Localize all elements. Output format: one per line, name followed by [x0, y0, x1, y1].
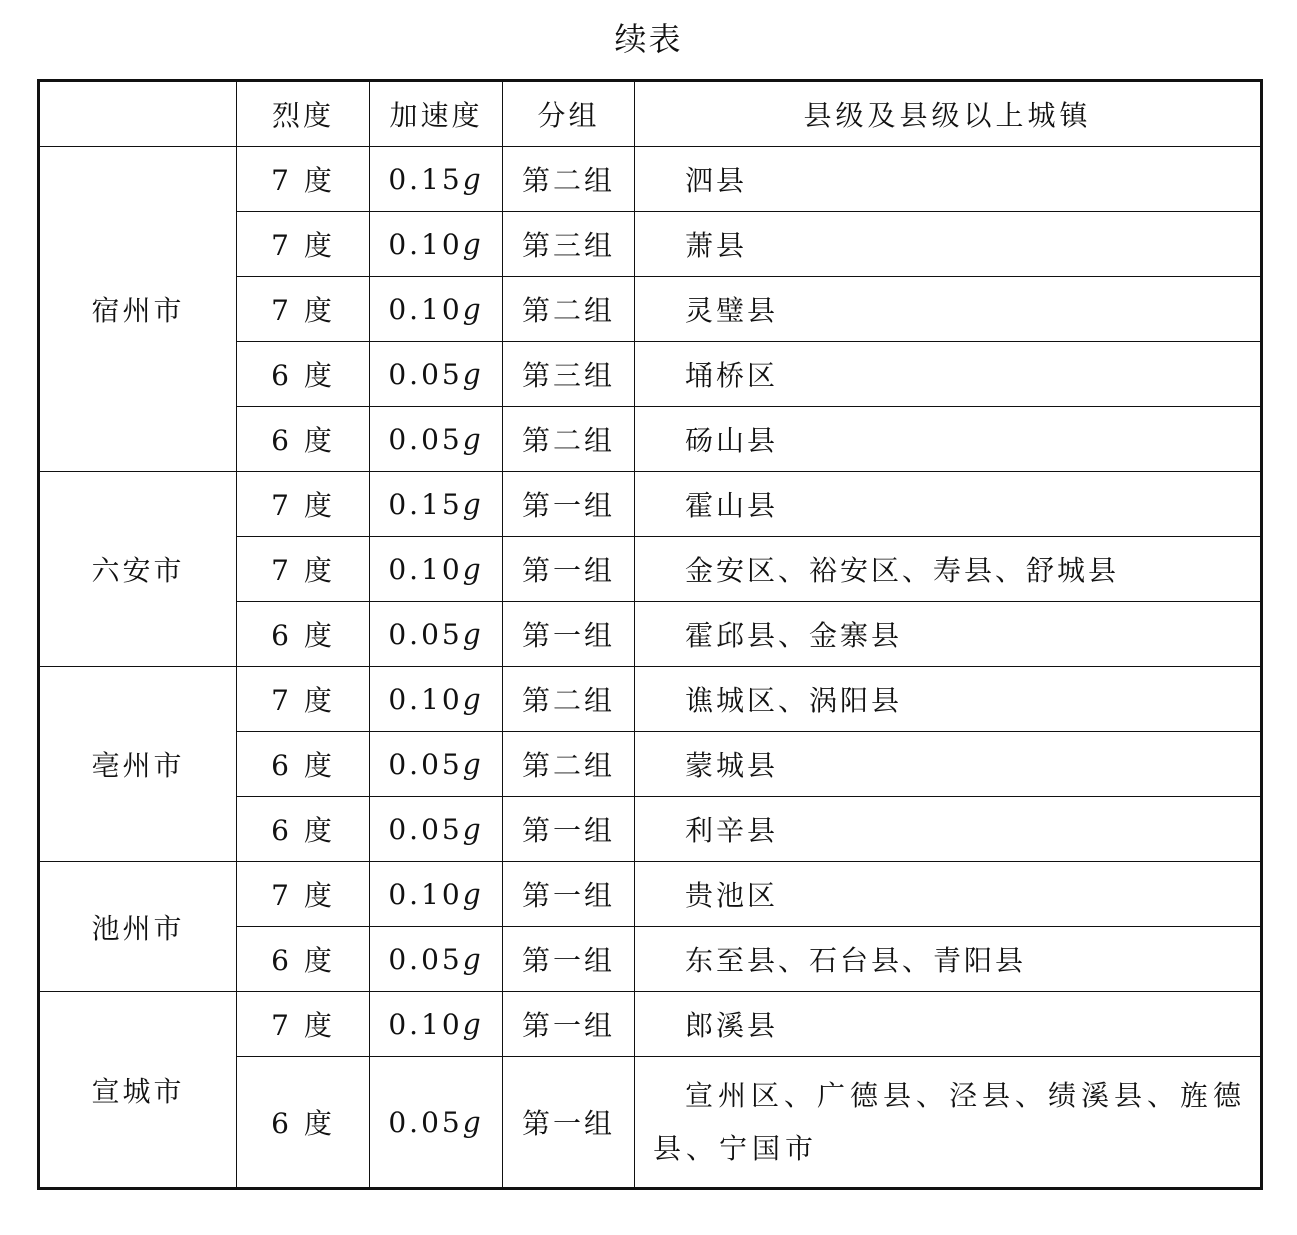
- acceleration-cell: [370, 472, 503, 537]
- intensity-cell: 7 度: [237, 277, 370, 342]
- towns-cell: 蒙城县: [635, 732, 1262, 797]
- seismic-zoning-table: [37, 79, 1263, 1190]
- towns-cell: 利辛县: [635, 797, 1262, 862]
- group-cell: 第一组: [503, 1057, 635, 1189]
- acceleration-unit: g: [462, 1007, 484, 1041]
- acceleration-unit: g: [462, 227, 484, 261]
- table-body: [39, 81, 1262, 1189]
- acceleration-value: 0.10: [388, 682, 463, 716]
- city-name-cell: 池州市: [39, 862, 237, 992]
- intensity-cell: 7 度: [237, 212, 370, 277]
- towns-cell: 谯城区、涡阳县: [635, 667, 1262, 732]
- city-name-cell: 宿州市: [39, 147, 237, 472]
- acceleration-value: 0.15: [388, 487, 463, 521]
- intensity-cell: 6 度: [237, 602, 370, 667]
- group-cell: 第一组: [503, 862, 635, 927]
- group-cell: 第一组: [503, 797, 635, 862]
- acceleration-unit: g: [462, 292, 484, 326]
- towns-cell: 萧县: [635, 212, 1262, 277]
- towns-cell: 郎溪县: [635, 992, 1262, 1057]
- acceleration-unit: g: [462, 747, 484, 781]
- header-row: [39, 81, 1262, 147]
- intensity-cell: 7 度: [237, 667, 370, 732]
- acceleration-cell: [370, 147, 503, 212]
- group-cell: 第一组: [503, 992, 635, 1057]
- intensity-cell: 7 度: [237, 147, 370, 212]
- table-row: [39, 147, 1262, 212]
- acceleration-unit: g: [462, 162, 484, 196]
- acceleration-unit: g: [462, 1105, 484, 1139]
- acceleration-value: 0.05: [388, 747, 463, 781]
- table-row: [39, 472, 1262, 537]
- city-name-cell: 亳州市: [39, 667, 237, 862]
- acceleration-unit: g: [462, 682, 484, 716]
- intensity-cell: 6 度: [237, 1057, 370, 1189]
- intensity-cell: 6 度: [237, 407, 370, 472]
- header-acceleration: 加速度: [370, 81, 503, 147]
- intensity-cell: 7 度: [237, 537, 370, 602]
- acceleration-value: 0.15: [388, 162, 463, 196]
- group-cell: 第一组: [503, 472, 635, 537]
- acceleration-unit: g: [462, 617, 484, 651]
- acceleration-cell: [370, 992, 503, 1057]
- acceleration-cell: [370, 667, 503, 732]
- acceleration-unit: g: [462, 357, 484, 391]
- acceleration-value: 0.10: [388, 292, 463, 326]
- acceleration-unit: g: [462, 812, 484, 846]
- header-city: [39, 81, 237, 147]
- header-intensity: 烈度: [237, 81, 370, 147]
- header-group: 分组: [503, 81, 635, 147]
- towns-cell: 霍山县: [635, 472, 1262, 537]
- acceleration-unit: g: [462, 487, 484, 521]
- city-name-cell: 六安市: [39, 472, 237, 667]
- towns-cell: 砀山县: [635, 407, 1262, 472]
- intensity-cell: 7 度: [237, 992, 370, 1057]
- acceleration-cell: [370, 407, 503, 472]
- group-cell: 第三组: [503, 212, 635, 277]
- acceleration-value: 0.05: [388, 617, 463, 651]
- acceleration-unit: g: [462, 422, 484, 456]
- acceleration-value: 0.10: [388, 227, 463, 261]
- acceleration-value: 0.05: [388, 357, 463, 391]
- intensity-cell: 6 度: [237, 342, 370, 407]
- acceleration-cell: [370, 537, 503, 602]
- acceleration-cell: [370, 277, 503, 342]
- acceleration-cell: [370, 1057, 503, 1189]
- acceleration-cell: [370, 212, 503, 277]
- acceleration-unit: g: [462, 552, 484, 586]
- acceleration-cell: [370, 862, 503, 927]
- acceleration-cell: [370, 927, 503, 992]
- acceleration-unit: g: [462, 942, 484, 976]
- acceleration-cell: [370, 342, 503, 407]
- acceleration-unit: g: [462, 877, 484, 911]
- acceleration-cell: [370, 602, 503, 667]
- intensity-cell: 7 度: [237, 472, 370, 537]
- intensity-cell: 6 度: [237, 797, 370, 862]
- towns-cell: 贵池区: [635, 862, 1262, 927]
- intensity-cell: 6 度: [237, 927, 370, 992]
- towns-cell: 东至县、石台县、青阳县: [635, 927, 1262, 992]
- group-cell: 第一组: [503, 537, 635, 602]
- table-row: [39, 992, 1262, 1057]
- towns-cell: 灵璧县: [635, 277, 1262, 342]
- table-caption: 续表: [614, 20, 683, 58]
- acceleration-value: 0.05: [388, 1105, 463, 1139]
- acceleration-value: 0.10: [388, 877, 463, 911]
- group-cell: 第二组: [503, 277, 635, 342]
- towns-cell: 宣州区、广德县、泾县、绩溪县、旌德县、宁国市: [635, 1057, 1262, 1189]
- group-cell: 第一组: [503, 927, 635, 992]
- city-name-cell: 宣城市: [39, 992, 237, 1189]
- intensity-cell: 6 度: [237, 732, 370, 797]
- header-towns: 县级及县级以上城镇: [635, 81, 1262, 147]
- group-cell: 第一组: [503, 602, 635, 667]
- acceleration-cell: [370, 732, 503, 797]
- intensity-cell: 7 度: [237, 862, 370, 927]
- towns-cell: 霍邱县、金寨县: [635, 602, 1262, 667]
- towns-cell: 泗县: [635, 147, 1262, 212]
- group-cell: 第二组: [503, 732, 635, 797]
- acceleration-value: 0.05: [388, 422, 463, 456]
- group-cell: 第二组: [503, 407, 635, 472]
- acceleration-value: 0.05: [388, 942, 463, 976]
- table-row: [39, 667, 1262, 732]
- acceleration-cell: [370, 797, 503, 862]
- acceleration-value: 0.10: [388, 1007, 463, 1041]
- group-cell: 第三组: [503, 342, 635, 407]
- towns-cell: 埇桥区: [635, 342, 1262, 407]
- acceleration-value: 0.05: [388, 812, 463, 846]
- table-row: [39, 862, 1262, 927]
- towns-cell: 金安区、裕安区、寿县、舒城县: [635, 537, 1262, 602]
- group-cell: 第二组: [503, 147, 635, 212]
- acceleration-value: 0.10: [388, 552, 463, 586]
- group-cell: 第二组: [503, 667, 635, 732]
